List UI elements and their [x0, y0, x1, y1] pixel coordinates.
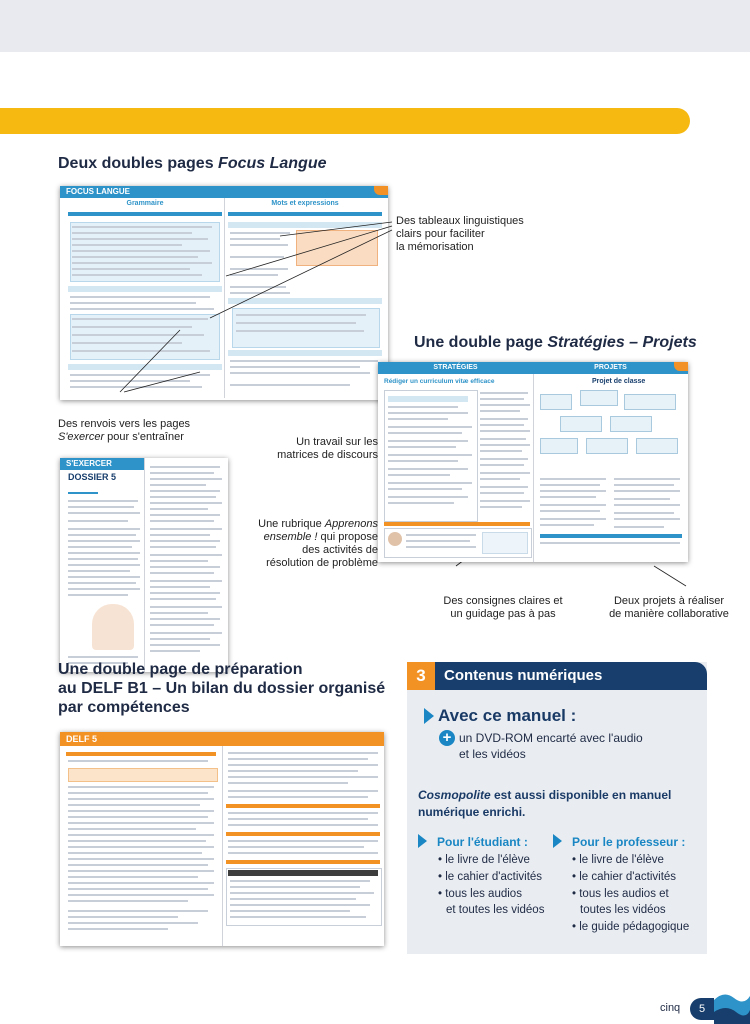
annot-renvois — [58, 418, 190, 444]
annot-renvois-italic: S'exercer — [58, 431, 105, 443]
annot-travail-line1: Un travail sur les — [296, 436, 378, 448]
strategies-title-italic: Stratégies – Projets — [547, 334, 697, 351]
sexercer-thumbnail — [60, 458, 228, 672]
annot-renvois-line2 — [58, 431, 190, 444]
chevron-right-icon — [424, 708, 434, 724]
projets-heading: Projet de classe — [592, 378, 646, 385]
sexercer-photo — [92, 604, 134, 650]
strategies-title-prefix: Une double page — [414, 334, 548, 351]
annot-tableaux-line1: Des tableaux linguistiques — [396, 215, 524, 227]
delf-title-line1: Une double page de préparation — [58, 661, 303, 678]
etudiant-item-3b: et toutes les vidéos — [446, 904, 545, 916]
annot-renvois-line1: Des renvois vers les pages — [58, 418, 191, 430]
focus-thumb-tab: FOCUS LANGUE — [66, 187, 130, 196]
annot-rubrique-line4: résolution de problème — [266, 557, 378, 569]
footer-wave-decoration — [714, 990, 750, 1024]
cosmopolite-note — [418, 787, 698, 821]
annot-projets-line2: de manière collaborative — [609, 608, 729, 620]
prof-item-2: • le cahier d'activités — [572, 871, 677, 883]
annot-rubrique-line1 — [236, 518, 378, 531]
projets-tab: PROJETS — [594, 364, 627, 371]
chevron-right-icon — [418, 834, 427, 848]
annot-projets — [596, 595, 742, 621]
prof-item-4: • le guide pédagogique — [572, 921, 690, 933]
annot-tableaux — [396, 215, 524, 254]
annot-tableaux-line3: la mémorisation — [396, 241, 474, 253]
page-word: cinq — [660, 1002, 681, 1014]
prof-item-3-text: tous les audios et — [579, 888, 669, 900]
avec-manuel-heading: Avec ce manuel : — [438, 706, 577, 725]
strategies-heading: Rédiger un curriculum vitæ efficace — [384, 378, 495, 385]
annot-consignes-line1: Des consignes claires et — [443, 595, 563, 607]
dvd-line1: un DVD-ROM encarté avec l'audio — [459, 731, 643, 745]
annot-travail-line2: matrices de discours — [277, 449, 378, 461]
cosmopolite-rest: est aussi disponible en manuel numérique enrichi. — [418, 788, 672, 819]
etudiant-item-1-text: le livre de l'élève — [445, 854, 530, 866]
annot-rubrique-line2 — [236, 531, 378, 544]
strategies-tab: STRATÉGIES — [433, 364, 478, 371]
focus-title-prefix: Deux doubles pages — [58, 155, 219, 172]
annot-travail — [272, 436, 378, 462]
etudiant-item-1: • le livre de l'élève — [438, 854, 530, 866]
annot-rubrique — [236, 518, 378, 570]
dvd-line2: et les vidéos — [459, 747, 526, 761]
etudiant-item-2-text: le cahier d'activités — [445, 871, 543, 883]
annot-renvois-rest: pour s'entraîner — [104, 431, 184, 443]
annot-consignes — [428, 595, 578, 621]
sexercer-tab: S'EXERCER — [66, 459, 112, 468]
prof-item-1: • le livre de l'élève — [572, 854, 664, 866]
etudiant-title: Pour l'étudiant : — [437, 835, 528, 849]
cosmopolite-name: Cosmopolite — [418, 788, 491, 802]
contenus-title: Contenus numériques — [444, 667, 603, 684]
annot-rubrique-line3: des activités de — [302, 544, 378, 556]
annot-rubrique-italic: Apprenons — [324, 518, 378, 530]
annot-rubrique-italic2: ensemble ! — [263, 531, 318, 543]
delf-title — [58, 660, 385, 717]
etudiant-item-3-text: tous les audios — [445, 888, 522, 900]
delf-title-line3: par compétences — [58, 699, 190, 716]
plus-icon: + — [439, 730, 455, 746]
prof-item-4-text: le guide pédagogique — [579, 921, 690, 933]
focus-grammaire-heading: Grammaire — [126, 200, 164, 207]
prof-item-3b: toutes les vidéos — [580, 904, 666, 916]
etudiant-item-2: • le cahier d'activités — [438, 871, 543, 883]
delf-thumbnail — [60, 732, 384, 946]
chevron-right-icon — [553, 834, 562, 848]
prof-item-2-text: le cahier d'activités — [579, 871, 677, 883]
prof-item-1-text: le livre de l'élève — [579, 854, 664, 866]
page-number: 5 — [690, 998, 714, 1020]
sexercer-dossier: DOSSIER 5 — [68, 472, 117, 482]
strategies-projets-thumbnail — [378, 362, 688, 562]
annot-rubrique-rest: qui propose — [317, 531, 378, 543]
annot-rubrique-prefix: Une rubrique — [258, 518, 325, 530]
annot-projets-line1: Deux projets à réaliser — [613, 595, 725, 607]
prof-item-3: • tous les audios et — [572, 888, 669, 900]
strategies-title — [414, 333, 697, 352]
delf-tab: DELF 5 — [66, 734, 98, 744]
annot-tableaux-line2: clairs pour faciliter — [396, 228, 485, 240]
focus-mots-heading: Mots et expressions — [271, 200, 339, 207]
etudiant-item-3: • tous les audios — [438, 888, 522, 900]
delf-title-line2: au DELF B1 – Un bilan du dossier organisé — [58, 680, 386, 697]
prof-title: Pour le professeur : — [572, 835, 686, 849]
contenus-number: 3 — [407, 662, 435, 690]
focus-title-italic: Focus Langue — [218, 155, 327, 172]
annot-consignes-line2: un guidage pas à pas — [450, 608, 556, 620]
